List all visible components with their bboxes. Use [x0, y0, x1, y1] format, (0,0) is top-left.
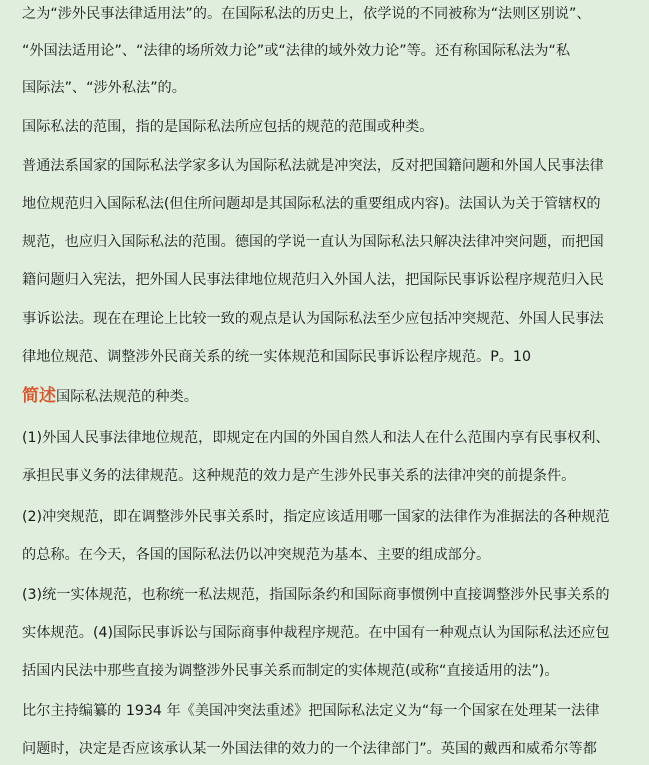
text-line: 承担民事义务的法律规范。这种规范的效力是产生涉外民事关系的法律冲突的前提条件。 [22, 468, 576, 484]
text-line: 籍问题归入宪法，把外国人民事法律地位规范归入外国人法，把国际民事诉讼程序规范归入民 [22, 272, 604, 288]
section-heading [22, 386, 198, 407]
text-line: 比尔主持编纂的 1934 年《美国冲突法重述》把国际私法定义为“每一个国家在处理某一法律 [22, 703, 600, 719]
text-line: 普通法系国家的国际私法学家多认为国际私法就是冲突法，反对把国籍问题和外国人民事法律 [22, 158, 604, 174]
text-line: “外国法适用论”、“法律的场所效力论”或“法律的域外效力论”等。还有称国际私法为“私 [22, 43, 571, 59]
text-line: 事诉讼法。现在在理论上比较一致的观点是认为国际私法至少应包括冲突规范、外国人民事法 [22, 311, 604, 327]
text-line: 的总称。在今天，各国的国际私法仍以冲突规范为基本、主要的组成部分。 [22, 547, 491, 563]
text-line: (2)冲突规范，即在调整涉外民事关系时，指定应该适用哪一国家的法律作为准据法的各种规范 [22, 509, 610, 525]
text-line: 国际私法的范围，指的是国际私法所应包括的规范的范围或种类。 [22, 119, 434, 135]
text-line: 地位规范归入国际私法(但住所问题却是其国际私法的重要组成内容)。法国认为关于管辖权的 [22, 196, 601, 212]
text-line: 括国内民法中那些直接为调整涉外民事关系而制定的实体规范(或称“直接适用的法”)。 [22, 663, 559, 679]
text-line: 之为“涉外民事法律适用法”的。在国际私法的历史上，依学说的不同被称为“法则区别说”、 [22, 6, 591, 22]
heading-keyword: 简述 [22, 386, 56, 406]
text-line: 规范，也应归入国际私法的范围。德国的学说一直认为国际私法只解决法律冲突问题，而把国 [22, 234, 604, 250]
text-line: (1)外国人民事法律地位规范，即规定在内国的外国自然人和法人在什么范围内享有民事权利、 [22, 430, 610, 446]
text-line: (3)统一实体规范，也称统一私法规范，指国际条约和国际商事惯例中直接调整涉外民事关系的 [22, 587, 610, 603]
text-line: 问题时，决定是否应该承认某一外国法律的效力的一个法律部门”。英国的戴西和威希尔等都 [22, 741, 597, 757]
text-line: 实体规范。(4)国际民事诉讼与国际商事仲裁程序规范。在中国有一种观点认为国际私法还应包 [22, 625, 610, 641]
heading-text: 国际私法规范的种类。 [56, 389, 198, 405]
text-line: 律地位规范、调整涉外民商关系的统一实体规范和国际民事诉讼程序规范。P。10 [22, 349, 531, 365]
text-line: 国际法”、“涉外私法”的。 [22, 80, 186, 96]
